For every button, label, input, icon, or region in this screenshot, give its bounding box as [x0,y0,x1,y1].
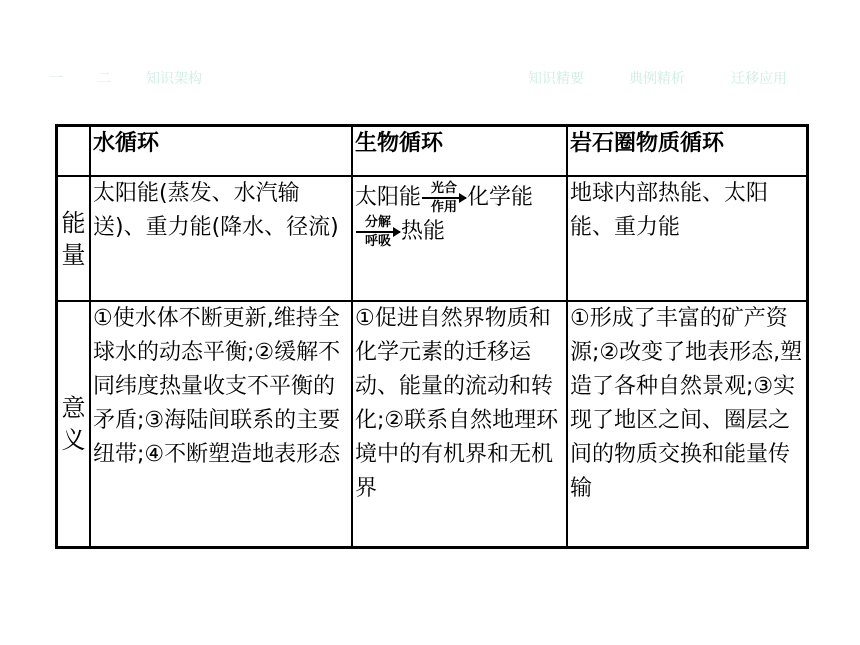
cell-energy-biological [352,176,567,301]
cell-significance-water: ①使水体不断更新,维持全球水的动态平衡;②缓解不同纬度热量收支不平衡的矛盾;③海陆间联系的主要纽带;④不断塑造地表形态 [90,301,352,548]
header-lithosphere-cycle: 岩石圈物质循环 [567,126,808,177]
bio-energy-suffix: 热能 [401,219,446,244]
cycle-comparison-table-wrapper [55,124,809,549]
photosynthesis-arrow [422,181,466,215]
bio-energy-middle: 化学能 [467,185,534,210]
nav-item-example-analysis[interactable]: 典例精析 [629,71,685,87]
bio-energy-prefix: 太阳能 [355,185,422,210]
table-header-row [57,126,808,177]
row-label-energy [57,176,91,301]
nav-item-knowledge-structure[interactable]: 知识架构 [146,71,202,87]
top-navigation [0,68,860,90]
header-water-cycle: 水循环 [90,126,352,177]
nav-item-knowledge-essentials[interactable]: 知识精要 [528,71,584,87]
cell-energy-lithosphere: 地球内部热能、太阳能、重力能 [567,176,808,301]
arrow-right-icon [356,231,400,233]
row-label-energy-char-1: 能 [61,208,86,237]
bio-energy-line-1 [355,181,564,215]
cell-significance-biological: ①促进自然界物质和化学元素的迁移运动、能量的流动和转化;②联系自然地理环境中的有机界和无机界 [352,301,567,548]
row-label-energy-char-2: 量 [61,240,86,269]
cell-energy-water: 太阳能(蒸发、水汽输送)、重力能(降水、径流) [90,176,352,301]
nav-item-transfer-application[interactable]: 迁移应用 [731,71,787,87]
row-label-significance [57,301,91,548]
arrow-right-icon [422,197,466,199]
row-label-significance-char-2: 义 [61,426,86,454]
arrow-label-top: 分解 [364,215,391,230]
cycle-comparison-table [55,124,809,549]
arrow-label-bottom: 呼吸 [364,234,391,249]
cell-significance-lithosphere: ①形成了丰富的矿产资源;②改变了地表形态,塑造了各种自然景观;③实现了地区之间、圈层之间的物质交换和能量传输 [567,301,808,548]
arrow-label-top: 光合 [431,181,458,196]
row-label-significance-char-1: 意 [61,394,86,422]
nav-item-section-1[interactable]: 一 [49,71,63,87]
nav-item-section-2[interactable]: 二 [97,71,111,87]
respiration-arrow [356,215,400,249]
table-row-energy [57,176,808,301]
bio-energy-line-2 [355,215,564,249]
table-corner-cell [57,126,91,177]
table-row-significance [57,301,808,548]
header-biological-cycle: 生物循环 [352,126,567,177]
arrow-label-bottom: 作用 [431,200,458,215]
